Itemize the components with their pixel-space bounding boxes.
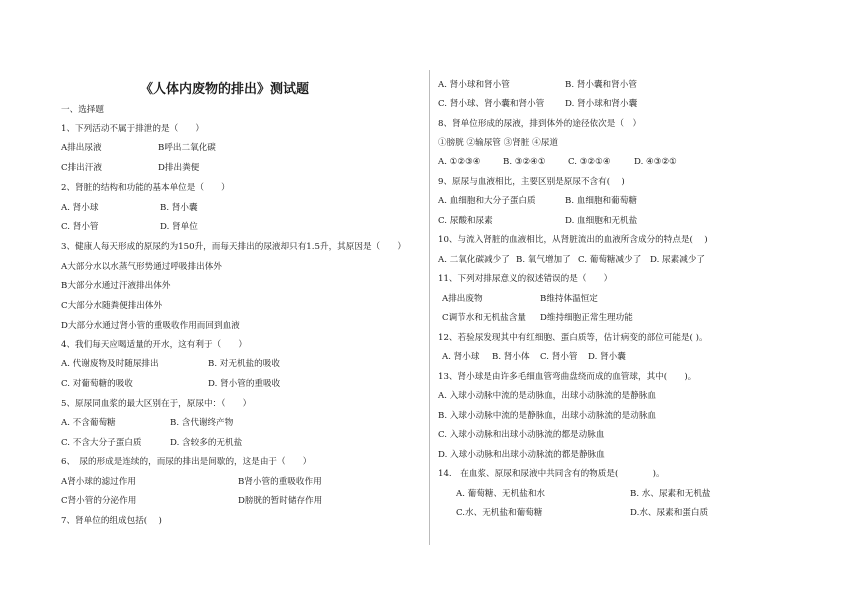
question-5: 5、原尿同血浆的最大区别在于，原尿中：（ ） <box>61 399 252 409</box>
q12-option-d: D. 肾小囊 <box>588 352 626 362</box>
q9-option-a: A. 血细胞和大分子蛋白质 <box>438 196 536 206</box>
q12-option-a: A. 肾小球 <box>442 352 480 362</box>
q7-option-a: A. 肾小球和肾小管 <box>438 80 510 90</box>
q8-option-b: B. ③②④① <box>503 157 546 167</box>
q3-option-a: A大部分水以水蒸气形势通过呼吸排出体外 <box>61 262 222 272</box>
question-13: 13、肾小球是由许多毛细血管弯曲盘绕而成的血管球，其中( )。 <box>438 372 697 382</box>
question-11: 11、下列对排尿意义的叙述错误的是（ ） <box>438 274 613 284</box>
q4-option-c: C. 对葡萄糖的吸收 <box>61 379 133 389</box>
question-9: 9、原尿与血液相比，主要区别是原尿不含有( ) <box>438 177 625 187</box>
q7-option-d: D. 肾小球和肾小囊 <box>565 99 638 109</box>
q13-option-c: C. 入球小动脉和出球小动脉流的都是动脉血 <box>438 430 605 440</box>
q11-option-b: B维持体温恒定 <box>540 294 598 304</box>
q10-option-c: C. 葡萄糖减少了 <box>578 255 642 265</box>
q5-option-b: B. 含代谢终产物 <box>170 418 234 428</box>
q1-option-d: D排出粪便 <box>158 163 200 173</box>
question-7: 7、肾单位的组成包括( ) <box>61 516 162 526</box>
q8-option-a: A. ①②③④ <box>438 157 481 167</box>
q3-option-c: C大部分水随粪便排出体外 <box>61 301 163 311</box>
q14-option-d: D.水、尿素和蛋白质 <box>630 508 709 518</box>
q6-option-d: D膀胱的暂时储存作用 <box>238 496 323 506</box>
q5-option-d: D. 含较多的无机盐 <box>170 438 243 448</box>
q1-option-b: B呼出二氧化碳 <box>158 143 216 153</box>
q6-option-c: C肾小管的分泌作用 <box>61 496 137 506</box>
q4-option-a: A. 代谢废物及时随尿排出 <box>61 359 159 369</box>
column-divider <box>429 70 430 545</box>
question-8: 8、肾单位形成的尿液，排到体外的途径依次是（ ） <box>438 119 642 129</box>
question-2: 2、肾脏的结构和功能的基本单位是（ ） <box>61 183 230 193</box>
question-3: 3、健康人每天形成的原尿约为150升，而每天排出的尿液却只有1.5升，其原因是（ ） <box>61 242 406 252</box>
q6-option-b: B肾小管的重吸收作用 <box>238 477 322 487</box>
q7-option-b: B. 肾小囊和肾小管 <box>565 80 637 90</box>
q14-option-c: C.水、无机盐和葡萄糖 <box>456 508 543 518</box>
q14-option-a: A. 葡萄糖、无机盐和水 <box>456 489 546 499</box>
q4-option-d: D. 肾小管的重吸收 <box>208 379 281 389</box>
q10-option-a: A. 二氧化碳减少了 <box>438 255 510 265</box>
q1-option-c: C排出汗液 <box>61 163 102 173</box>
q14-option-b: B. 水、尿素和无机盐 <box>630 489 711 499</box>
q10-option-b: B. 氧气增加了 <box>516 255 571 265</box>
q2-option-c: C. 肾小管 <box>61 222 99 232</box>
q11-option-c: C调节水和无机盐含量 <box>442 313 526 323</box>
q9-option-d: D. 血细胞和无机盐 <box>565 216 638 226</box>
q8-option-d: D. ④③②① <box>634 157 677 167</box>
q13-option-a: A. 入球小动脉中流的是动脉血，出球小动脉流的是静脉血 <box>438 391 656 401</box>
question-10: 10、与流入肾脏的血液相比，从肾脏流出的血液所含成分的特点是( ) <box>438 235 708 245</box>
q5-option-c: C. 不含大分子蛋白质 <box>61 438 142 448</box>
q2-option-d: D. 肾单位 <box>160 222 198 232</box>
q7-option-c: C. 肾小球、肾小囊和肾小管 <box>438 99 545 109</box>
q11-option-d: D维持细胞正常生理功能 <box>540 313 633 323</box>
question-4: 4、我们每天应喝适量的开水，这有利于（ ） <box>61 340 247 350</box>
q9-option-b: B. 血细胞和葡萄糖 <box>565 196 637 206</box>
question-14: 14. 在血浆、原尿和尿液中共同含有的物质是( )。 <box>438 469 665 479</box>
question-12: 12、若验尿发现其中有红细胞、蛋白质等，估计病变的部位可能是( )。 <box>438 333 708 343</box>
q1-option-a: A排出尿液 <box>61 143 102 153</box>
page-title: 《人体内废物的排出》测试题 <box>140 82 310 97</box>
question-6: 6、 尿的形成是连续的，而尿的排出是间歇的，这是由于（ ） <box>61 457 312 467</box>
q2-option-a: A. 肾小球 <box>61 203 99 213</box>
q3-option-d: D大部分水通过肾小管的重吸收作用而回到血液 <box>61 321 240 331</box>
q6-option-a: A肾小球的滤过作用 <box>61 477 136 487</box>
q8-items: ①膀胱 ②输尿管 ③肾脏 ④尿道 <box>438 138 558 148</box>
q8-option-c: C. ③②①④ <box>568 157 611 167</box>
q12-option-b: B. 肾小体 <box>492 352 530 362</box>
q13-option-b: B. 入球小动脉中流的是静脉血，出球小动脉流的是动脉血 <box>438 411 657 421</box>
q3-option-b: B大部分水通过汗液排出体外 <box>61 281 171 291</box>
q13-option-d: D. 入球小动脉和出球小动脉流的都是静脉血 <box>438 450 605 460</box>
q11-option-a: A排出废物 <box>442 294 483 304</box>
q10-option-d: D. 尿素减少了 <box>650 255 706 265</box>
q12-option-c: C. 肾小管 <box>540 352 578 362</box>
q2-option-b: B. 肾小囊 <box>160 203 198 213</box>
q5-option-a: A. 不含葡萄糖 <box>61 418 116 428</box>
q9-option-c: C. 尿酸和尿素 <box>438 216 493 226</box>
q4-option-b: B. 对无机盐的吸收 <box>208 359 280 369</box>
question-1: 1、下列活动不属于排泄的是（ ） <box>61 124 204 134</box>
section-heading: 一、选择题 <box>61 105 104 115</box>
